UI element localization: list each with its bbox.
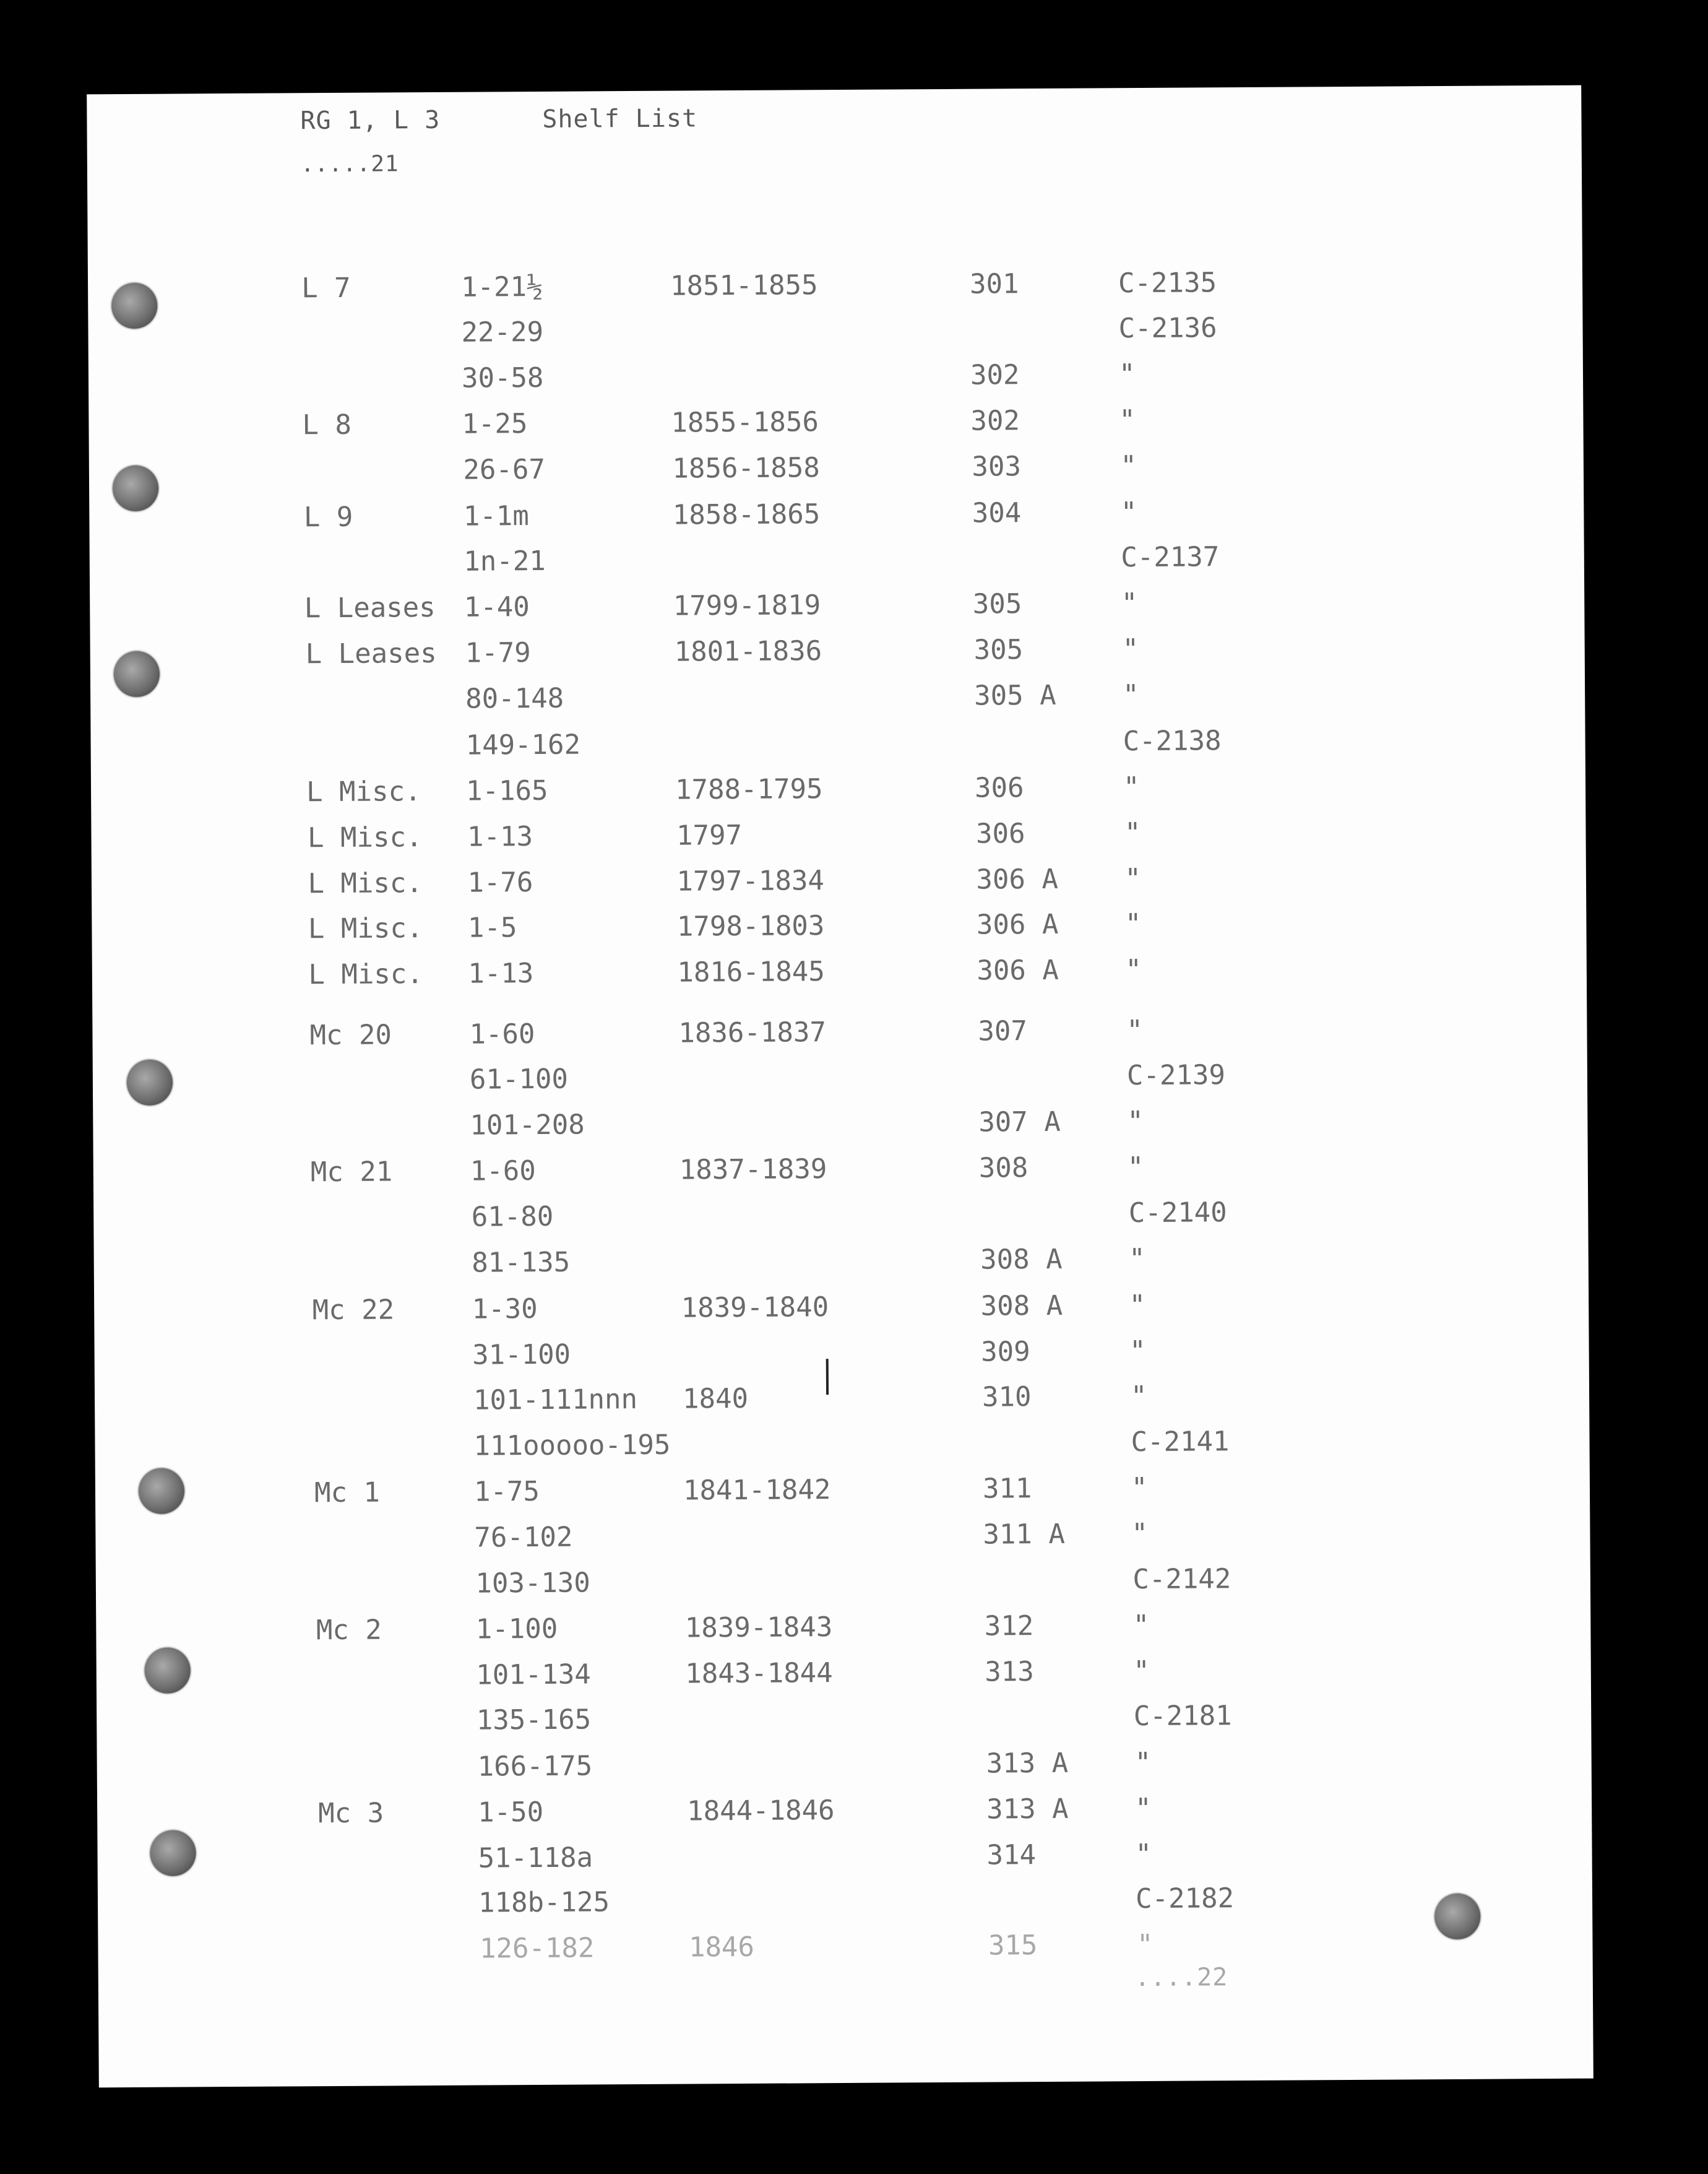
cell-box: 302 (970, 359, 1020, 391)
cell-location: " (1131, 1471, 1148, 1504)
cell-range: 149-162 (465, 729, 581, 761)
cell-location: " (1133, 1655, 1150, 1687)
cell-series: L 9 (303, 501, 353, 534)
table-row (316, 1608, 1368, 1649)
cell-box: 305 (972, 588, 1022, 620)
table-row (308, 907, 1360, 948)
header-title: Shelf List (542, 104, 698, 134)
cell-box: 307 A (978, 1106, 1061, 1138)
cell-box: 306 (974, 772, 1024, 804)
cell-location: " (1121, 587, 1138, 620)
cell-location: " (1123, 771, 1140, 803)
cell-dates: 1843-1844 (685, 1657, 833, 1690)
cell-dates: 1836-1837 (678, 1016, 827, 1049)
cell-location: " (1125, 954, 1142, 986)
table-row (306, 770, 1358, 811)
table-row (306, 678, 1358, 719)
cell-box: 305 (973, 634, 1024, 666)
cell-location: C-2139 (1126, 1059, 1226, 1092)
cell-range: 166-175 (477, 1750, 593, 1783)
table-row (306, 724, 1358, 765)
cell-location: " (1135, 1838, 1152, 1871)
cell-location: " (1119, 404, 1136, 436)
table-row (312, 1196, 1364, 1237)
table-row (316, 1654, 1368, 1695)
cell-series: Mc 21 (310, 1156, 393, 1189)
cell-dates: 1851-1855 (670, 269, 818, 302)
table-row (309, 1013, 1361, 1054)
cell-range: 1-79 (465, 637, 531, 669)
cell-box: 303 (972, 451, 1022, 483)
cell-range: 101-208 (470, 1109, 585, 1141)
table-row (308, 953, 1360, 994)
cell-range: 1-165 (465, 774, 548, 807)
cell-box: 306 A (976, 863, 1059, 896)
cell-location: C-2140 (1128, 1197, 1227, 1229)
table-row (316, 1562, 1368, 1603)
table-row (304, 495, 1356, 536)
cell-series: L Leases (304, 591, 436, 625)
binder-hole (145, 1647, 191, 1693)
cell-box: 310 (981, 1381, 1032, 1413)
cell-series: Mc 22 (312, 1294, 395, 1327)
cell-box: 313 A (986, 1747, 1069, 1780)
table-row (314, 1471, 1366, 1512)
cell-location: C-2142 (1132, 1563, 1231, 1596)
cell-series: Mc 3 (318, 1797, 384, 1830)
cell-dates: 1839-1840 (681, 1291, 829, 1324)
binder-hole (111, 283, 157, 329)
cell-range: 61-80 (471, 1200, 554, 1233)
cell-range: 1-25 (462, 408, 528, 440)
cell-range: 1-21½ (460, 271, 543, 303)
table-row (317, 1699, 1369, 1740)
cell-location: " (1122, 679, 1139, 711)
cell-dates: 1798-1803 (676, 910, 825, 943)
cell-location: " (1131, 1517, 1149, 1550)
cell-box: 313 A (986, 1793, 1069, 1825)
cell-series: L Misc. (306, 776, 421, 808)
record-group: RG 1, L 3 (300, 105, 441, 136)
cell-box: 314 (986, 1839, 1037, 1871)
table-row (301, 266, 1353, 307)
cell-dates: 1858-1865 (672, 498, 821, 531)
cell-dates: 1797-1834 (676, 865, 825, 898)
cell-range: 81-135 (472, 1246, 571, 1279)
table-row (320, 1928, 1372, 1968)
cell-series: Mc 2 (316, 1614, 382, 1647)
cell-dates: 1841-1842 (683, 1474, 831, 1507)
cell-location: " (1129, 1335, 1146, 1367)
cell-range: 61-100 (469, 1063, 569, 1096)
cell-location: C-2182 (1135, 1882, 1235, 1915)
cell-dates: 1816-1845 (677, 956, 825, 989)
cell-location: " (1130, 1380, 1147, 1413)
cell-location: " (1134, 1792, 1152, 1825)
cell-box: 308 A (980, 1243, 1063, 1276)
cell-range: 26-67 (463, 453, 546, 486)
cell-series: L Misc. (308, 958, 423, 991)
cell-dates: 1839-1843 (684, 1611, 833, 1644)
table-row (310, 1104, 1362, 1145)
cell-location: " (1126, 1015, 1144, 1047)
cell-series: L 7 (301, 272, 351, 305)
cell-range: 101-111nnn (473, 1384, 638, 1416)
cell-box: 313 (985, 1656, 1034, 1688)
cell-range: 80-148 (465, 682, 564, 715)
table-row (313, 1288, 1365, 1329)
cell-dates: 1844-1846 (686, 1795, 835, 1827)
table-row (302, 357, 1354, 398)
table-row (308, 816, 1360, 857)
cell-box: 309 (980, 1336, 1030, 1368)
cell-range: 1-13 (467, 821, 533, 853)
cell-range: 1-40 (464, 591, 530, 623)
cell-range: 126-182 (479, 1932, 595, 1965)
table-row (302, 403, 1354, 444)
page-reference: .....21 (300, 151, 399, 178)
cell-series: L Misc. (308, 867, 423, 900)
cell-series: L 8 (302, 409, 352, 441)
pen-mark (826, 1359, 829, 1395)
cell-box: 304 (972, 497, 1022, 529)
table-row (301, 311, 1353, 352)
cell-range: 101-134 (476, 1658, 591, 1691)
shelf-list-page (87, 85, 1594, 2088)
table-row (319, 1882, 1371, 1923)
table-row (318, 1837, 1370, 1878)
cell-series: Mc 20 (309, 1019, 392, 1052)
cell-box: 311 (982, 1473, 1032, 1505)
table-row (304, 586, 1356, 627)
cell-box: 306 (975, 818, 1025, 850)
cell-range: 118b-125 (478, 1886, 610, 1919)
cell-dates: 1801-1836 (674, 635, 822, 668)
table-row (303, 449, 1355, 490)
cell-range: 103-130 (475, 1567, 590, 1600)
binder-hole (1434, 1894, 1480, 1939)
cell-location: " (1134, 1746, 1152, 1779)
table-row (314, 1425, 1366, 1466)
table-row (314, 1517, 1366, 1557)
cell-range: 76-102 (474, 1521, 573, 1554)
table-row (314, 1379, 1366, 1420)
cell-range: 1-60 (469, 1018, 535, 1050)
cell-box: 305 A (973, 679, 1056, 712)
table-row (306, 632, 1358, 673)
cell-range: 1-100 (475, 1613, 558, 1645)
cell-location: " (1124, 908, 1142, 940)
cell-range: 51-118a (478, 1842, 593, 1874)
cell-range: 1-75 (473, 1475, 540, 1508)
cell-box: 308 (978, 1152, 1029, 1184)
cell-series: L Leases (305, 637, 437, 670)
table-row (304, 540, 1356, 581)
cell-location: " (1118, 358, 1136, 391)
cell-range: 1-13 (468, 958, 534, 990)
cell-range: 111ooooo-195 (473, 1429, 671, 1462)
cell-dates: 1846 (688, 1931, 755, 1964)
cell-location: " (1120, 450, 1137, 482)
cell-location: C-2181 (1133, 1700, 1232, 1733)
cell-range: 135-165 (476, 1704, 592, 1736)
cell-location: " (1127, 1151, 1144, 1184)
page-header (300, 104, 697, 135)
cell-location: " (1132, 1609, 1150, 1642)
cell-dates: 1788-1795 (675, 773, 823, 806)
cell-series: L Misc. (307, 821, 423, 854)
cell-range: 1-60 (470, 1155, 536, 1187)
table-row (313, 1334, 1365, 1375)
cell-location: " (1129, 1289, 1146, 1322)
cell-dates: 1856-1858 (672, 452, 820, 485)
cell-box: 312 (984, 1610, 1034, 1642)
cell-box: 302 (970, 405, 1020, 437)
continuation-ref: ....22 (1134, 1963, 1228, 1993)
binder-hole (127, 1060, 173, 1106)
table-row (318, 1746, 1370, 1786)
cell-box: 307 (978, 1015, 1028, 1047)
cell-range: 1-76 (467, 867, 533, 899)
cell-dates: 1797 (676, 819, 743, 852)
cell-location: " (1124, 863, 1142, 895)
binder-hole (139, 1468, 184, 1514)
cell-range: 31-100 (472, 1338, 571, 1371)
cell-range: 30-58 (461, 362, 544, 394)
cell-dates: 1855-1856 (671, 406, 819, 439)
cell-range: 1-30 (472, 1293, 538, 1325)
cell-location: " (1120, 496, 1137, 529)
cell-dates: 1799-1819 (673, 589, 821, 622)
cell-location: " (1122, 633, 1139, 665)
binder-hole (113, 466, 158, 511)
cell-location: C-2135 (1118, 267, 1217, 300)
table-row (312, 1242, 1364, 1283)
cell-box: 315 (988, 1929, 1038, 1962)
cell-range: 1-5 (467, 912, 517, 944)
cell-box: 308 A (980, 1289, 1063, 1322)
table-row (311, 1150, 1363, 1191)
cell-box: 306 A (976, 908, 1059, 941)
binder-hole (150, 1830, 196, 1876)
cell-location: " (1127, 1106, 1144, 1138)
cell-range: 1-50 (477, 1796, 544, 1829)
cell-box: 311 A (983, 1518, 1066, 1551)
cell-location: C-2141 (1131, 1426, 1230, 1458)
table-row (308, 862, 1360, 903)
cell-location: " (1136, 1928, 1154, 1961)
cell-location: C-2137 (1121, 541, 1220, 574)
cell-range: 1-1m (463, 500, 529, 532)
cell-location: C-2136 (1118, 312, 1217, 345)
cell-range: 22-29 (461, 316, 544, 349)
cell-location: C-2138 (1123, 725, 1222, 758)
cell-dates: 1840 (682, 1382, 749, 1415)
binder-hole (114, 651, 160, 697)
cell-dates: 1837-1839 (679, 1153, 827, 1186)
cell-box: 301 (969, 268, 1019, 300)
cell-box: 306 A (977, 954, 1059, 987)
cell-location: " (1124, 817, 1141, 849)
cell-location: " (1129, 1242, 1145, 1275)
table-row (318, 1791, 1370, 1832)
cell-series: L Misc. (308, 912, 423, 945)
cell-series: Mc 1 (314, 1476, 381, 1509)
cell-range: 1n-21 (464, 545, 546, 578)
table-row (310, 1059, 1362, 1099)
